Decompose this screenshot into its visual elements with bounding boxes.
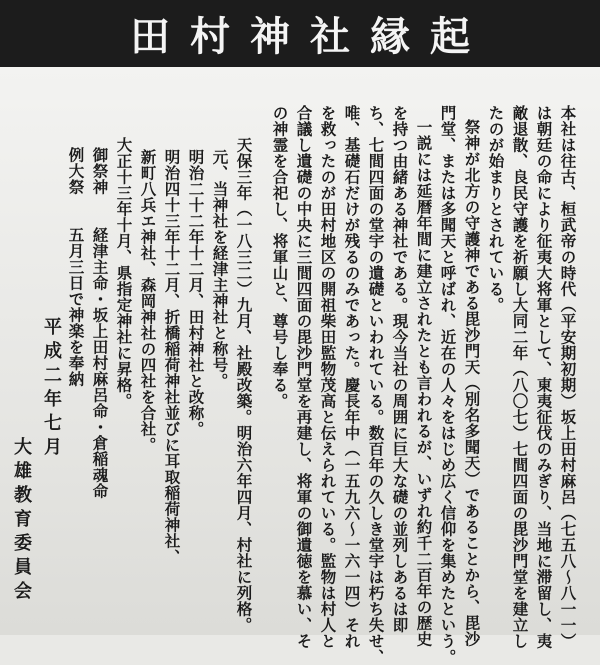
body-column: 祭神が北方の守護神である毘沙門天（別名多聞天）であることから、毘沙 <box>462 119 482 647</box>
body-column: 門堂、または多聞天と呼ばれ、近在の人々をはじめ広く信仰を集めたという。 <box>438 105 458 665</box>
history-column: 天保三年（一八三二）九月、社殿改築。明治六年四月、村社に列格。 <box>234 137 254 633</box>
body-column: 唯、基礎石だけが残るのみであった。慶長年中（一五九六〜一六一四）それ <box>342 105 362 649</box>
body-column: を持つ由緒ある神社である。現今当社の周囲に巨大な礎の並列しあるは即 <box>390 105 410 633</box>
page-title: 田村神社縁起 <box>130 13 490 60</box>
signboard <box>0 67 600 665</box>
history-column: 大正十三年十月、県指定神社に昇格。 <box>114 137 134 409</box>
title-banner <box>0 0 600 67</box>
history-column: 例大祭 五月三日で神楽を奉納 <box>66 147 86 387</box>
body-column: ち、七間四面の堂宇の遺礎といわれている。数百年の久しき堂宇は朽ち失せ、 <box>366 105 386 665</box>
body-column: 一説には延暦年間に建立されたとも言われるが、いずれ約千二百年の歴史 <box>414 119 434 647</box>
body-column: 本社は往古、桓武帝の時代（平安期初期）坂上田村麻呂（七五八〜八一一） <box>558 105 578 649</box>
history-column: 新町八兵エ神社、森岡神社の四社を合社。 <box>138 149 158 453</box>
body-column: は朝廷の命により征夷大将軍として、東夷征伐のみぎり、当地に滞留し、夷 <box>534 105 554 649</box>
history-column: 御祭神 経津主命・坂上田村麻呂命・倉稲魂命 <box>90 147 110 499</box>
history-column: 明治二十二年十二月、田村神社と改称。 <box>186 149 206 437</box>
history-column: 元、当神社を経津主神社と称号。 <box>210 149 230 389</box>
body-column: を救ったのが田村地区の開祖柴田監物茂高と伝えられている。監物は村人と <box>318 105 338 649</box>
body-column: 敵退散、良民守護を祈願し大同二年（八〇七）七間四面の毘沙門堂を建立し <box>510 105 530 649</box>
body-column: 合議し遺礎の中央に三間四面の毘沙門堂を再建し、将軍の御遺徳を慕い、そ <box>294 105 314 649</box>
history-column: 明治四十三年十二月、折橋稲荷神社並びに耳取稲荷神社、 <box>162 149 182 565</box>
date: 平成二年七月 <box>41 317 62 461</box>
body-column: たのが始まりとされている。 <box>486 105 506 313</box>
issuer: 大雄教育委員会 <box>11 437 32 605</box>
body-column: の神霊を合祀し、将軍山と、尊号し奉る。 <box>270 105 290 409</box>
